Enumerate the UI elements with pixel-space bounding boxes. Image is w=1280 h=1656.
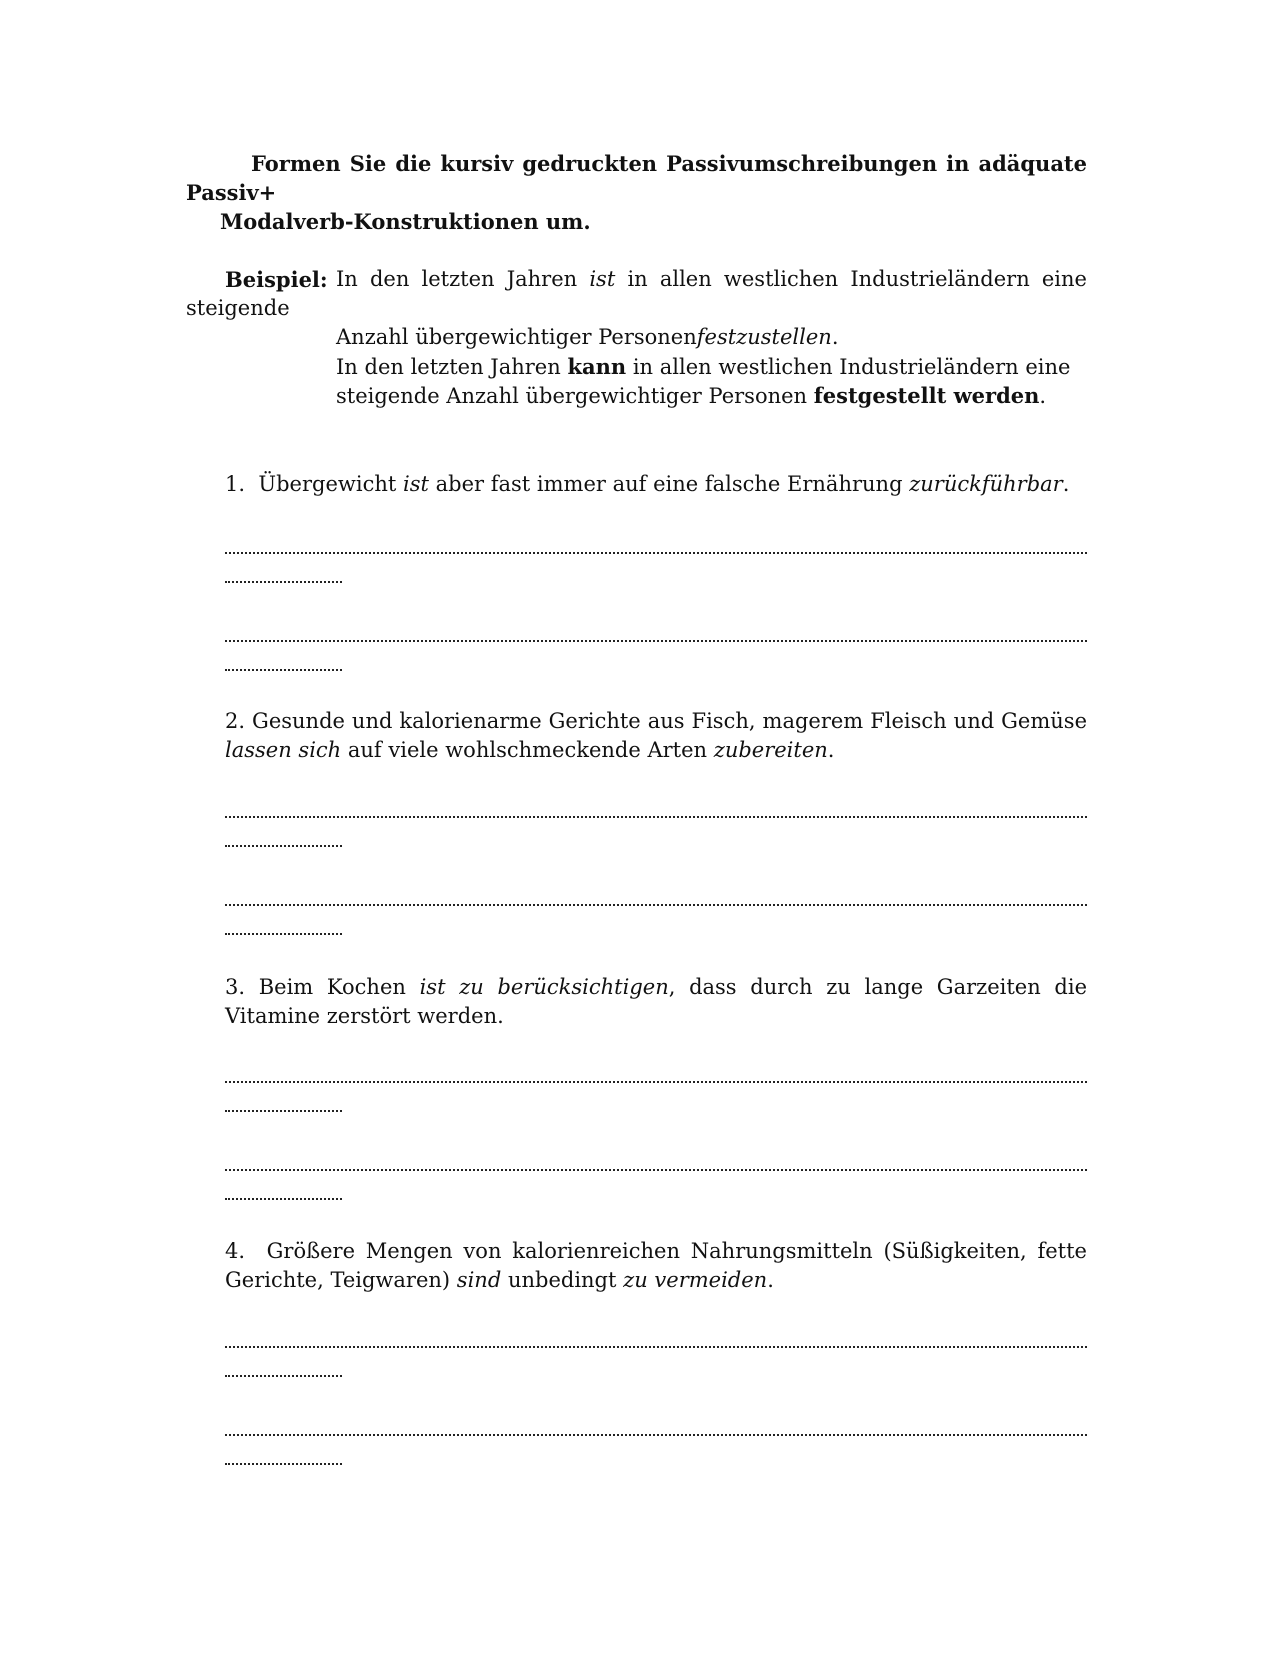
answer-line-4a-cont[interactable] xyxy=(225,1373,342,1377)
exercise-4-line-1: 4. Größere Mengen von kalorienreichen Nahrungsmitteln (Süßigkeiten, fette xyxy=(225,1239,1087,1263)
answer-line-2a-cont[interactable] xyxy=(225,843,342,847)
exercise-1: 1. Übergewicht ist aber fast immer auf eine falsche Ernährung zurückführbar. xyxy=(225,472,1070,496)
instruction-line-1: Formen Sie die kursiv gedruckten Passivumschreibungen in adäquate xyxy=(251,151,1087,176)
example-line-5: steigende Anzahl übergewichtiger Personen festgestellt werden. xyxy=(336,383,1047,408)
example-line-2: steigende xyxy=(186,296,290,320)
instruction-line-2: Passiv+ xyxy=(186,180,277,205)
answer-line-4b[interactable] xyxy=(225,1432,1087,1436)
answer-line-1b-cont[interactable] xyxy=(225,667,342,671)
answer-line-1a[interactable] xyxy=(225,550,1087,554)
answer-line-3a[interactable] xyxy=(225,1079,1087,1083)
answer-line-1b[interactable] xyxy=(225,638,1087,642)
example-line-3: Anzahl übergewichtiger Personenfestzustellen. xyxy=(336,325,839,349)
answer-line-3b-cont[interactable] xyxy=(225,1196,342,1200)
answer-line-2a[interactable] xyxy=(225,814,1087,818)
answer-line-4b-cont[interactable] xyxy=(225,1461,342,1465)
example-line-1: In den letzten Jahren ist in allen westlichen Industrieländern eine xyxy=(336,267,1087,291)
answer-line-2b-cont[interactable] xyxy=(225,931,342,935)
answer-line-1a-cont[interactable] xyxy=(225,579,342,583)
answer-line-2b[interactable] xyxy=(225,902,1087,906)
exercise-4-line-2: Gerichte, Teigwaren) sind unbedingt zu vermeiden. xyxy=(225,1268,774,1292)
exercise-3-line-2: Vitamine zerstört werden. xyxy=(225,1004,504,1028)
answer-line-4a[interactable] xyxy=(225,1344,1087,1348)
example-line-4: In den letzten Jahren kann in allen westlichen Industrieländern eine xyxy=(336,354,1071,379)
exercise-2-line-1: 2. Gesunde und kalorienarme Gerichte aus Fisch, magerem Fleisch und Gemüse xyxy=(225,709,1088,733)
exercise-3-line-1: 3. Beim Kochen ist zu berücksichtigen, dass durch zu lange Garzeiten die xyxy=(225,975,1087,999)
instruction-line-3: Modalverb-Konstruktionen um. xyxy=(220,209,591,234)
example-label: Beispiel: xyxy=(225,267,328,292)
answer-line-3b[interactable] xyxy=(225,1167,1087,1171)
answer-line-3a-cont[interactable] xyxy=(225,1108,342,1112)
exercise-2-line-2: lassen sich auf viele wohlschmeckende Arten zubereiten. xyxy=(225,738,835,762)
